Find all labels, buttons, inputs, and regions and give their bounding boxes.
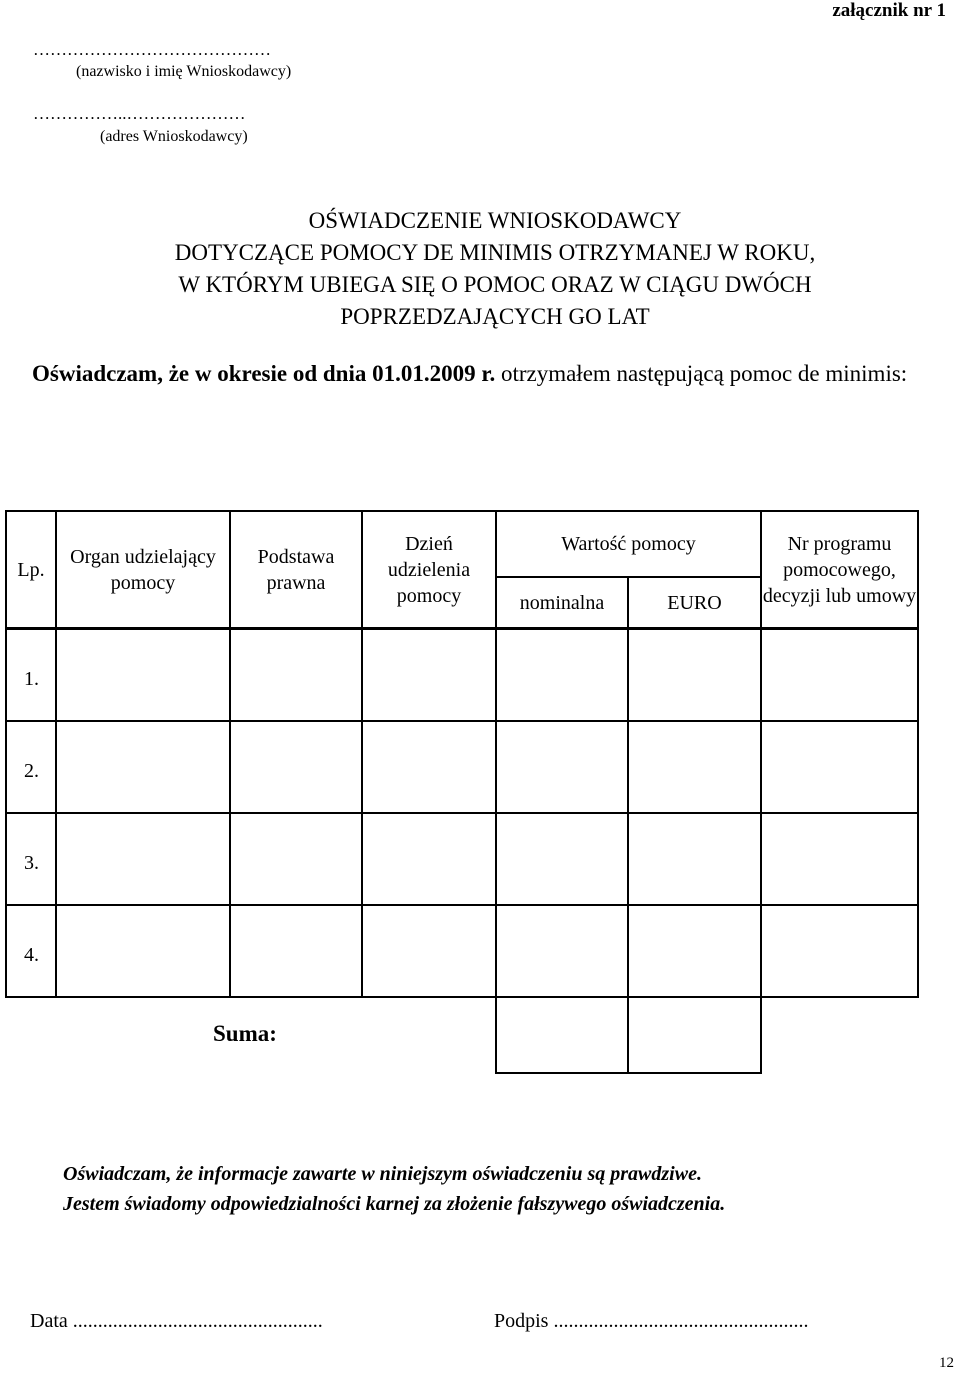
statement-part-2: otrzymałem następującą pomoc de minimis: bbox=[495, 361, 908, 386]
header-value: Wartość pomocy bbox=[561, 533, 696, 555]
title-line-2: DOTYCZĄCE POMOCY DE MINIMIS OTRZYMANEJ W ROKU, bbox=[174, 240, 816, 265]
table-border-bottom bbox=[5, 996, 919, 998]
col-line-right bbox=[917, 510, 919, 998]
header-organ: Organ udzielający pomocy bbox=[70, 545, 216, 594]
date-dots: .................................................. bbox=[72, 1310, 323, 1332]
date-field[interactable] bbox=[30, 1310, 323, 1333]
date-label: Data bbox=[30, 1310, 68, 1332]
title-line-3: W KTÓRYM UBIEGA SIĘ O POMOC ORAZ W CIĄGU DWÓCH bbox=[178, 272, 812, 297]
document-title bbox=[0, 205, 960, 333]
row-number-2: 2. bbox=[24, 760, 39, 782]
table-body-fill-area[interactable] bbox=[57, 630, 917, 996]
applicant-name-dots: …………………………………… bbox=[33, 40, 271, 59]
header-date: Dzień udzielenia pomocy bbox=[387, 532, 471, 607]
row-number-1: 1. bbox=[24, 668, 39, 690]
applicant-address-caption: (adres Wnioskodawcy) bbox=[100, 128, 248, 145]
title-line-4: POPRZEDZAJĄCYCH GO LAT bbox=[340, 304, 650, 329]
page-number: 12 bbox=[939, 1355, 954, 1371]
header-lp: Lp. bbox=[17, 558, 45, 581]
header-euro: EURO bbox=[667, 591, 722, 614]
declaration-line-2: Jestem świadomy odpowiedzialności karnej za złożenie fałszywego oświadczenia. bbox=[63, 1193, 726, 1215]
applicant-name-caption: (nazwisko i imię Wnioskodawcy) bbox=[76, 63, 292, 80]
row-number-4: 4. bbox=[24, 944, 39, 966]
truth-declaration bbox=[63, 1159, 725, 1219]
sum-value-cells[interactable] bbox=[497, 998, 760, 1072]
declaration-line-1: Oświadczam, że informacje zawarte w niniejszym oświadczeniu są prawdziwe. bbox=[63, 1163, 702, 1185]
header-basis: Podstawa prawna bbox=[257, 545, 335, 594]
signature-dots: ................................................... bbox=[553, 1310, 809, 1332]
signature-field[interactable] bbox=[494, 1310, 808, 1333]
applicant-address-dots: ……………..………………… bbox=[33, 104, 246, 123]
signature-label: Podpis bbox=[494, 1310, 549, 1332]
statement-text bbox=[32, 358, 960, 390]
sum-label: Suma: bbox=[213, 1021, 277, 1046]
row-number-3: 3. bbox=[24, 852, 39, 874]
title-line-1: OŚWIADCZENIE WNIOSKODAWCY bbox=[308, 208, 682, 233]
attachment-label: załącznik nr 1 bbox=[832, 0, 946, 21]
header-nominal: nominalna bbox=[519, 591, 605, 614]
statement-part-1: Oświadczam, że w okresie od dnia 01.01.2009 r. bbox=[32, 361, 496, 386]
header-program: Nr programu pomocowego, decyzji lub umowy bbox=[762, 532, 917, 607]
